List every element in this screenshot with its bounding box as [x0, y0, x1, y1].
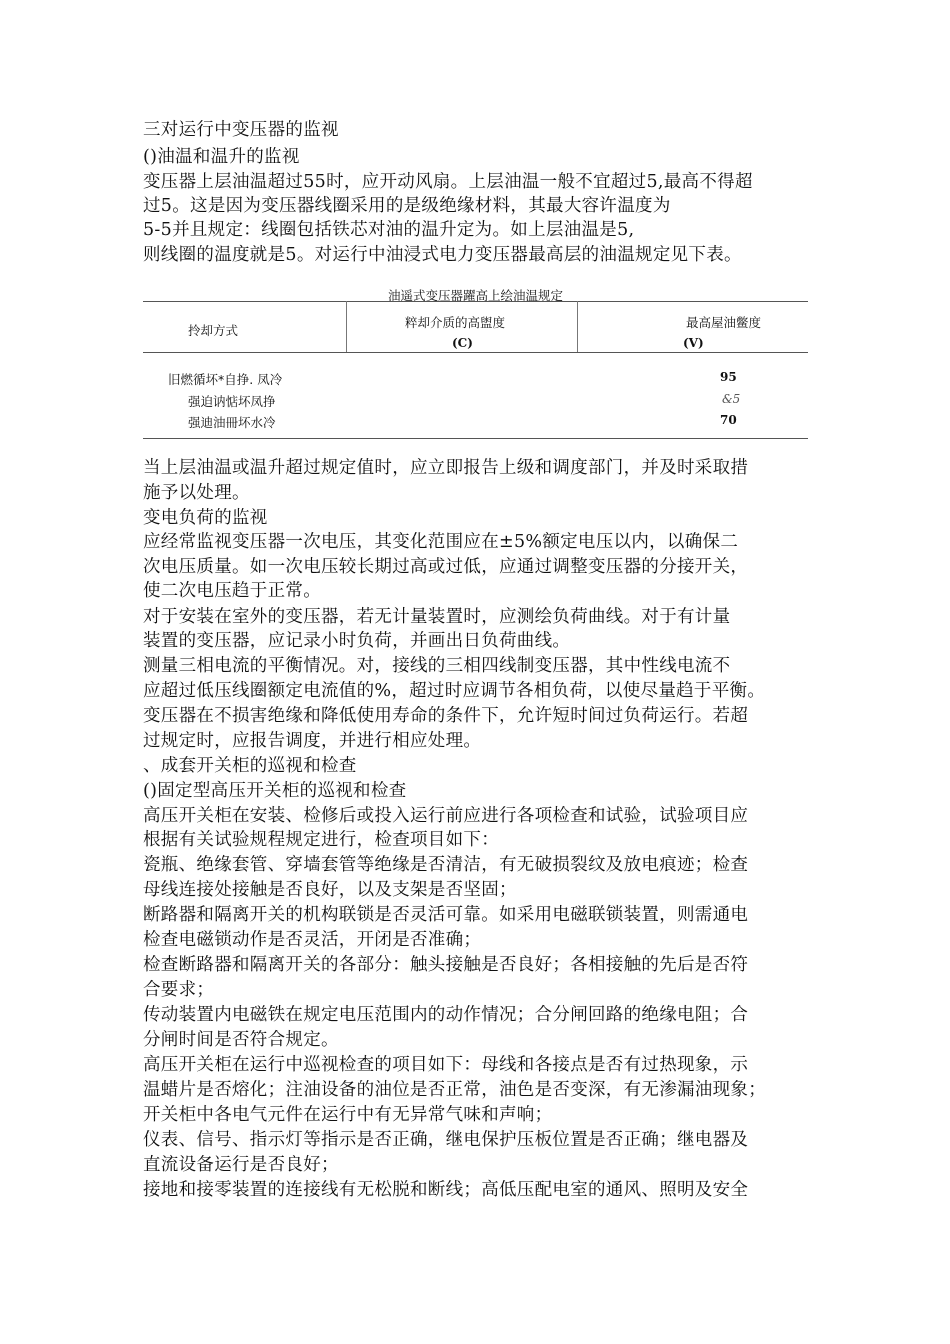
table-row-method: 旧燃循坏*自挣. 凤冷 — [168, 372, 283, 387]
paragraph-line: 应超过低压线圈额定电流值的%，超过时应调节各相负荷，以使尽量趋于平衡。 — [143, 681, 766, 701]
paragraph-line: 使二次电压趋于正常。 — [143, 581, 321, 601]
paragraph-line: 次电压质量。如一次电压较长期过高或过低，应通过调整变压器的分接开关， — [143, 557, 749, 577]
table-top-rule — [143, 301, 808, 302]
paragraph-line: 过规定时，应报告调度，并进行相应处理。 — [143, 731, 482, 751]
section-heading: 、成套开关柜的巡视和检查 — [143, 756, 357, 776]
table-header-max-oil-temp: 最高屋油鳖度 — [686, 315, 762, 330]
table-header-max-oil-temp-unit: (V) — [683, 336, 704, 350]
paragraph-line: 合要求； — [143, 980, 215, 1000]
paragraph-line: 5-5并且规定：线圈包括铁芯对油的温升定为。如上层油温是5, — [143, 220, 635, 240]
table-header-medium-temp-unit: (C) — [452, 336, 473, 350]
table-bottom-rule — [143, 438, 808, 439]
table-row-value: 95 — [720, 370, 737, 384]
paragraph-line: 变压器上层油温超过55时，应开动风扇。上层油温一般不宜超过5,最高不得超 — [143, 172, 753, 192]
paragraph-line: 高压开关柜在安装、检修后或投入运行前应进行各项检查和试验，试验项目应 — [143, 806, 749, 826]
paragraph-line: 当上层油温或温升超过规定值时，应立即报告上级和调度部门，并及时采取措 — [143, 458, 749, 478]
subsection-heading: ()油温和温升的监视 — [143, 147, 300, 167]
table-row-method: 强迪油冊坏水冷 — [188, 415, 276, 430]
paragraph-line: 高压开关柜在运行中巡视检查的项目如下：母线和各接点是否有过热现象，示 — [143, 1055, 749, 1075]
paragraph-line: 传动装置内电磁铁在规定电压范围内的动作情况；合分闸回路的绝缘电阻；合 — [143, 1005, 749, 1025]
paragraph-line: 则线圈的温度就是5。对运行中油浸式电力变压器最高层的油温规定见下表。 — [143, 245, 742, 265]
paragraph-line: 分闸时间是否符合规定。 — [143, 1030, 339, 1050]
paragraph-line: 母线连接处接触是否良好，以及支架是否坚固； — [143, 880, 517, 900]
paragraph-line: 检查电磁锁动作是否灵活，开闭是否准确； — [143, 930, 482, 950]
table-title: 油遥式变压器躍高上绘油温规定 — [387, 288, 563, 303]
table-header-medium-temp: 粹却介质的高盥度 — [405, 315, 506, 330]
paragraph-line: 接地和接零装置的连接线有无松脱和断线；高低压配电室的通风、照明及安全 — [143, 1180, 749, 1200]
paragraph-line: 断路器和隔离开关的机构联锁是否灵活可靠。如采用电磁联锁装置，则需通电 — [143, 905, 749, 925]
paragraph-line: 测量三相电流的平衡情况。对，接线的三相四线制变压器，其中性线电流不 — [143, 656, 731, 676]
section-heading: 变电负荷的监视 — [143, 508, 268, 528]
table-row-method: 强迫讷惦坏凤挣 — [188, 394, 276, 409]
paragraph-line: 根据有关试验规程规定进行，检查项目如下： — [143, 830, 499, 850]
paragraph-line: 仪表、信号、指示灯等指示是否正确，继电保护压板位置是否正确；继电器及 — [143, 1130, 749, 1150]
paragraph-line: 施予以处理。 — [143, 483, 250, 503]
paragraph-line: 应经常监视变压器一次电压，其变化范围应在±5%额定电压以内，以确保二 — [143, 532, 739, 552]
paragraph-line: 变压器在不损害绝缘和降低使用寿命的条件下，允许短时间过负荷运行。若超 — [143, 706, 749, 726]
paragraph-line: 瓷瓶、绝缘套管、穿墙套管等绝缘是否清洁，有无破损裂纹及放电痕迹；检查 — [143, 855, 749, 875]
paragraph-line: 温蜡片是否熔化；注油设备的油位是否正常，油色是否变深，有无渗漏油现象； — [143, 1080, 766, 1100]
paragraph-line: 装置的变压器，应记录小时负荷，并画出日负荷曲线。 — [143, 631, 571, 651]
paragraph-line: 过5。这是因为变压器线圈采用的是级绝缘材料，其最大容许温度为 — [143, 196, 671, 216]
section-heading: 三对运行中变压器的监视 — [143, 120, 339, 140]
paragraph-line: 开关柜中各电气元件在运行中有无异常气味和声响； — [143, 1105, 553, 1125]
subsection-heading: ()固定型高压开关柜的巡视和检查 — [143, 781, 407, 801]
paragraph-line: 对于安装在室外的变压器，若无计量装置时，应测绘负荷曲线。对于有计量 — [143, 607, 731, 627]
table-header-cooling-method: 拎却方式 — [188, 323, 239, 338]
table-row-value: &5 — [722, 392, 741, 406]
table-column-divider — [577, 301, 578, 352]
table-row-value: 70 — [720, 413, 737, 427]
paragraph-line: 检查断路器和隔离开关的各部分：触头接触是否良好；各相接触的先后是否符 — [143, 955, 749, 975]
table-column-divider — [346, 301, 347, 352]
table-header-rule — [143, 352, 808, 353]
paragraph-line: 直流设备运行是否良好； — [143, 1155, 339, 1175]
